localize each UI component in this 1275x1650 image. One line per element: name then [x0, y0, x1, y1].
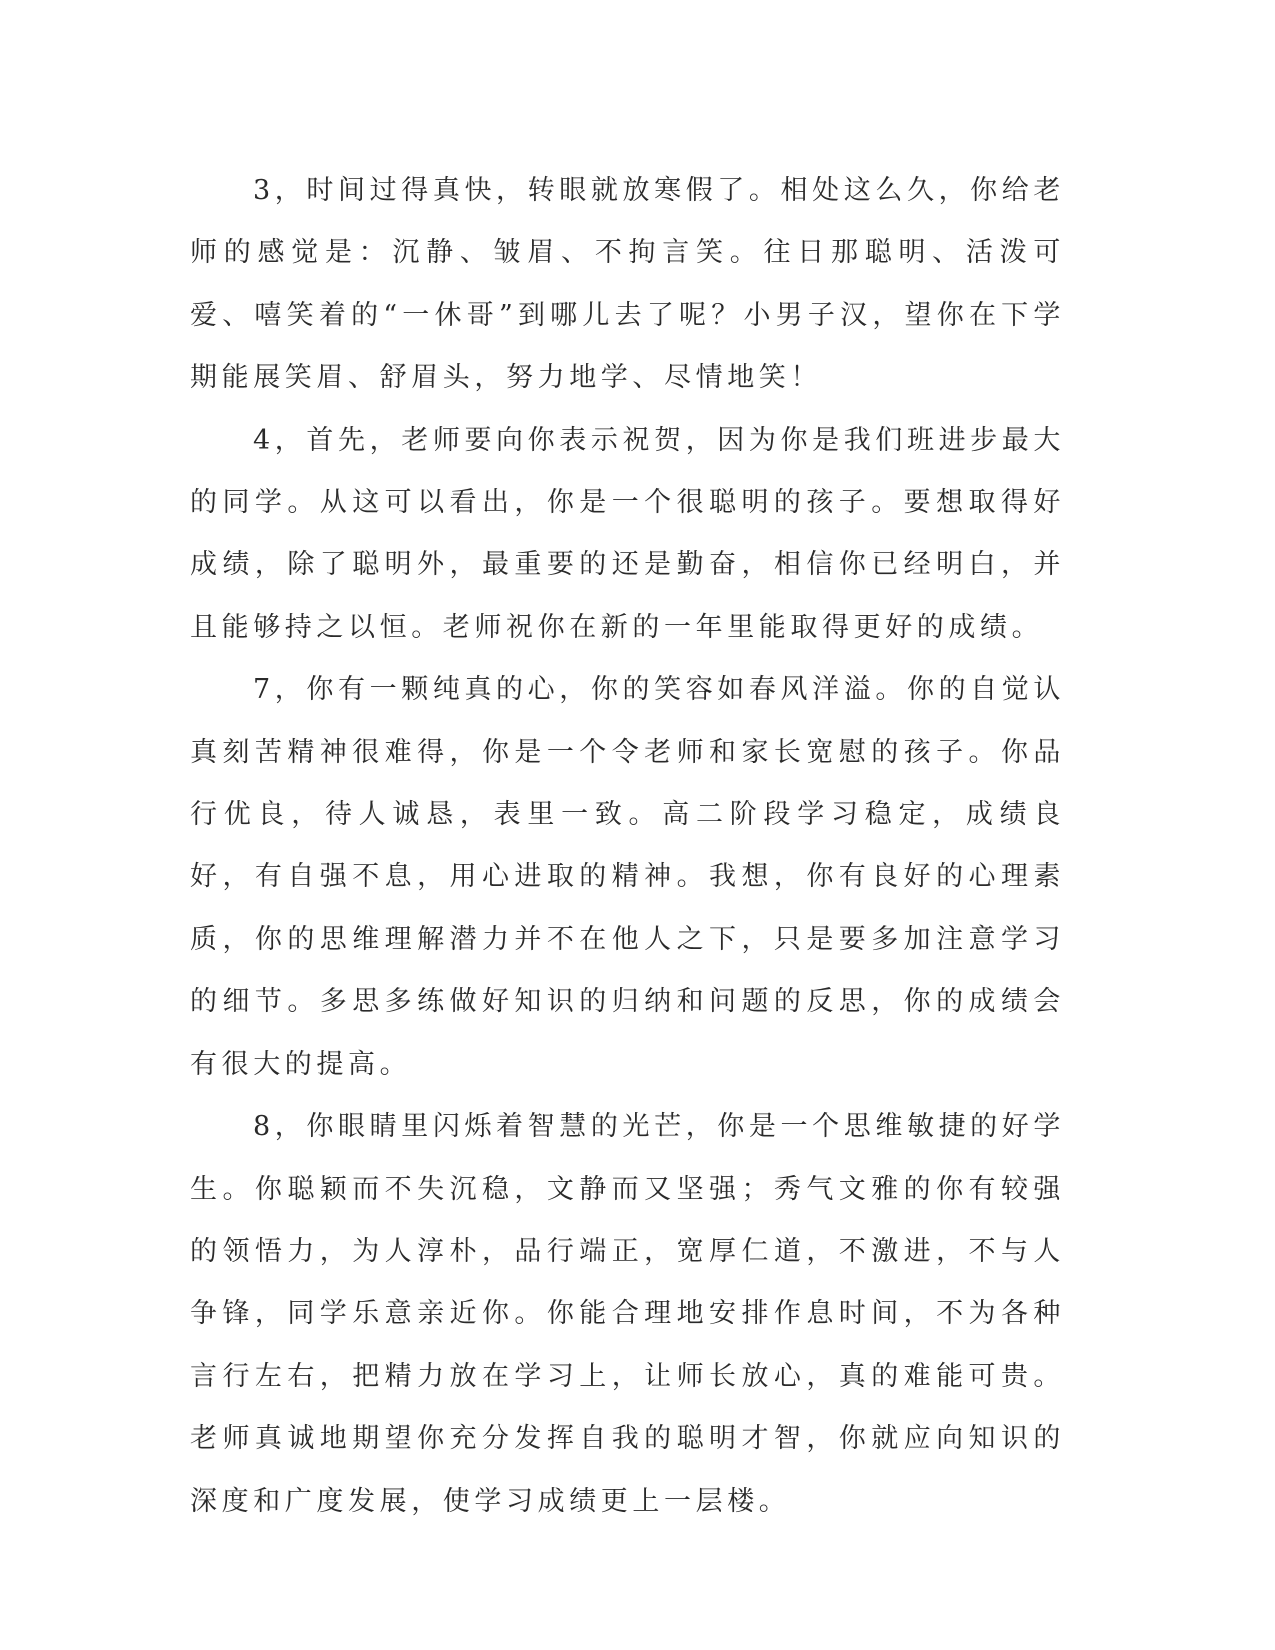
comment-paragraph-8: 8，你眼睛里闪烁着智慧的光芒，你是一个思维敏捷的好学生。你聪颖而不失沉稳，文静而又坚强；秀气文雅的你有较强的领悟力，为人淳朴，品行端正，宽厚仁道，不激进，不与人争锋，同学乐意亲近你。你能合理地安排作息时间，不为各种言行左右，把精力放在学习上，让师长放心，真的难能可贵。老师真诚地期望你充分发挥自我的聪明才智，你就应向知识的深度和广度发展，使学习成绩更上一层楼。: [190, 1111, 1065, 1517]
document-body: [190, 160, 1065, 1533]
comment-paragraph-4: 4，首先，老师要向你表示祝贺，因为你是我们班进步最大的同学。从这可以看出，你是一个很聪明的孩子。要想取得好成绩，除了聪明外，最重要的还是勤奋，相信你已经明白，并且能够持之以恒。老师祝你在新的一年里能取得更好的成绩。: [190, 424, 1065, 643]
comment-paragraph-3: 3，时间过得真快，转眼就放寒假了。相处这么久，你给老师的感觉是：沉静、皱眉、不拘言笑。往日那聪明、活泼可爱、嘻笑着的“一休哥”到哪儿去了呢？小男子汉，望你在下学期能展笑眉、舒眉头，努力地学、尽情地笑！: [190, 175, 1065, 394]
comment-paragraph-7: 7，你有一颗纯真的心，你的笑容如春风洋溢。你的自觉认真刻苦精神很难得，你是一个令老师和家长宽慰的孩子。你品行优良，待人诚恳，表里一致。高二阶段学习稳定，成绩良好，有自强不息，用心进取的精神。我想，你有良好的心理素质，你的思维理解潜力并不在他人之下，只是要多加注意学习的细节。多思多练做好知识的归纳和问题的反思，你的成绩会有很大的提高。: [190, 674, 1065, 1080]
